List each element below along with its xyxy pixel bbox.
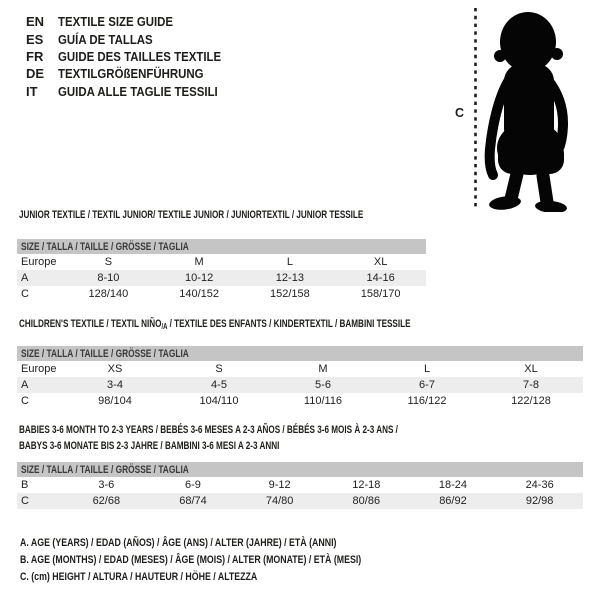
size-cell: 6-9 bbox=[185, 479, 201, 491]
legend-line-a: A. AGE (YEARS) / EDAD (AÑOS) / ÂGE (ANS) / ALTER (JAHRE) / ETÀ (ANNI) bbox=[20, 537, 337, 549]
height-measure-label: C bbox=[455, 106, 465, 120]
size-cell: M bbox=[194, 256, 204, 268]
junior-table-title-text: JUNIOR TEXTILE / TEXTIL JUNIOR/ TEXTILE JUNIOR / JUNIORTEXTIL / JUNIOR TESSILE bbox=[19, 209, 364, 221]
size-header-cell bbox=[17, 462, 583, 477]
size-cell: 9-12 bbox=[268, 479, 291, 491]
lang-row-it bbox=[26, 83, 243, 100]
lang-code: ES bbox=[26, 31, 44, 47]
size-cell: 98/104 bbox=[98, 395, 132, 407]
size-cell: XL bbox=[373, 256, 388, 268]
children-title-subscript: /A bbox=[161, 322, 168, 331]
size-cell: XL bbox=[524, 363, 538, 375]
lang-code: DE bbox=[26, 66, 45, 82]
lang-title: GUIDA ALLE TAGLIE TESSILI bbox=[58, 83, 218, 99]
size-cell: 140/152 bbox=[179, 288, 219, 300]
size-cell: 5-6 bbox=[271, 377, 375, 393]
measure-legend bbox=[20, 537, 447, 587]
size-cell: 3-6 bbox=[98, 479, 115, 491]
children-size-table bbox=[17, 346, 583, 409]
table-row bbox=[17, 393, 583, 409]
lang-row-fr bbox=[26, 48, 243, 65]
row-label: A bbox=[17, 270, 63, 286]
size-cell: 122/128 bbox=[511, 395, 551, 407]
size-cell: XS bbox=[107, 363, 123, 375]
junior-size-table bbox=[17, 239, 426, 302]
size-cell: 6-7 bbox=[375, 377, 479, 393]
size-header-text: SIZE / TALLA / TAILLE / GRÖSSE / TAGLIA bbox=[21, 347, 189, 360]
size-cell: 92/98 bbox=[496, 493, 583, 509]
size-cell: 12-13 bbox=[245, 270, 336, 286]
size-cell: 74/80 bbox=[236, 493, 323, 509]
size-cell: 8-10 bbox=[63, 270, 154, 286]
size-header-cell bbox=[17, 239, 426, 254]
size-cell: 7-8 bbox=[479, 377, 583, 393]
children-title-pre: CHILDREN'S TEXTILE / TEXTIL NIÑO bbox=[19, 318, 162, 330]
legend-line-b: B. AGE (MONTHS) / EDAD (MESES) / ÂGE (MOIS) / ALTER (MONATE) / ETÀ (MESI) bbox=[20, 553, 362, 566]
size-header-row bbox=[17, 346, 583, 361]
size-cell: 104/110 bbox=[199, 395, 239, 407]
babies-size-table bbox=[17, 462, 583, 509]
size-header-row bbox=[17, 462, 583, 477]
lang-title: GUIDE DES TAILLES TEXTILE bbox=[58, 48, 222, 64]
size-cell: S bbox=[215, 363, 223, 375]
size-cell: L bbox=[286, 256, 293, 268]
size-cell: S bbox=[104, 256, 113, 268]
lang-title: GUÍA DE TALLAS bbox=[58, 31, 153, 47]
size-header-row bbox=[17, 239, 426, 254]
row-label: B bbox=[21, 479, 29, 491]
size-cell: 80/86 bbox=[323, 493, 410, 509]
size-cell: 62/68 bbox=[63, 493, 150, 509]
babies-table-title-line1 bbox=[19, 424, 531, 436]
children-table-title bbox=[19, 318, 548, 331]
size-cell: 12-18 bbox=[352, 479, 381, 491]
table-row bbox=[17, 477, 583, 493]
table-row bbox=[17, 254, 426, 270]
row-label: Europe bbox=[21, 256, 57, 268]
lang-row-de bbox=[26, 65, 243, 82]
size-cell: 24-36 bbox=[525, 479, 554, 491]
size-cell: M bbox=[318, 363, 328, 375]
junior-table-title bbox=[19, 209, 484, 221]
size-cell: 152/158 bbox=[269, 288, 310, 300]
row-label: Europe bbox=[21, 363, 57, 375]
size-cell: 18-24 bbox=[438, 479, 468, 491]
size-cell: 14-16 bbox=[335, 270, 426, 286]
table-row bbox=[17, 270, 426, 286]
lang-code: FR bbox=[26, 48, 44, 64]
table-row bbox=[17, 361, 583, 377]
babies-title-text-line2: BABYS 3-6 MONATE BIS 2-3 JAHRE / BAMBINI 3-6 MESI A 2-3 ANNI bbox=[19, 440, 280, 452]
legend-line-c: C. (cm) HEIGHT / ALTURA / HAUTEUR / HÖHE / ALTEZZA bbox=[20, 570, 258, 583]
lang-row-en bbox=[26, 13, 243, 30]
toddler-figure bbox=[455, 6, 580, 212]
size-cell: 86/92 bbox=[410, 493, 497, 509]
lang-row-es bbox=[26, 30, 243, 47]
lang-code: EN bbox=[26, 14, 45, 30]
table-row bbox=[17, 286, 426, 302]
size-cell: 116/122 bbox=[407, 395, 447, 407]
lang-title: TEXTILE SIZE GUIDE bbox=[58, 14, 174, 30]
size-header-text: SIZE / TALLA / TAILLE / GRÖSSE / TAGLIA bbox=[21, 240, 189, 253]
size-cell: L bbox=[423, 363, 431, 375]
babies-title-text-line1: BABIES 3-6 MONTH TO 2-3 YEARS / BEBÉS 3-6 MESES A 2-3 AÑOS / BÉBÉS 3-6 MOIS À 2-3 ANS / bbox=[19, 424, 398, 436]
children-table-title-text bbox=[19, 318, 411, 331]
table-row bbox=[17, 377, 583, 393]
size-cell: 4-5 bbox=[167, 377, 271, 393]
toddler-silhouette-icon bbox=[470, 6, 580, 212]
size-cell: 3-4 bbox=[63, 377, 167, 393]
row-label: C bbox=[21, 395, 29, 407]
silhouette-shape bbox=[488, 12, 567, 212]
size-cell: 10-12 bbox=[154, 270, 245, 286]
language-title-block bbox=[26, 13, 243, 100]
size-header-text: SIZE / TALLA / TAILLE / GRÖSSE / TAGLIA bbox=[21, 463, 189, 476]
babies-table-title-line2 bbox=[19, 440, 371, 452]
size-cell: 158/170 bbox=[360, 288, 401, 300]
lang-title: TEXTILGRÖßENFÜHRUNG bbox=[58, 66, 204, 82]
size-header-cell bbox=[17, 346, 583, 361]
children-title-post: / TEXTILE DES ENFANTS / KINDERTEXTIL / BAMBINI TESSILE bbox=[167, 318, 411, 330]
row-label: C bbox=[17, 493, 63, 509]
table-row bbox=[17, 493, 583, 509]
row-label: C bbox=[21, 288, 29, 300]
size-cell: 68/74 bbox=[150, 493, 237, 509]
lang-code: IT bbox=[26, 83, 38, 99]
row-label: A bbox=[17, 377, 63, 393]
size-cell: 128/140 bbox=[88, 288, 129, 300]
size-cell: 110/116 bbox=[303, 395, 343, 407]
